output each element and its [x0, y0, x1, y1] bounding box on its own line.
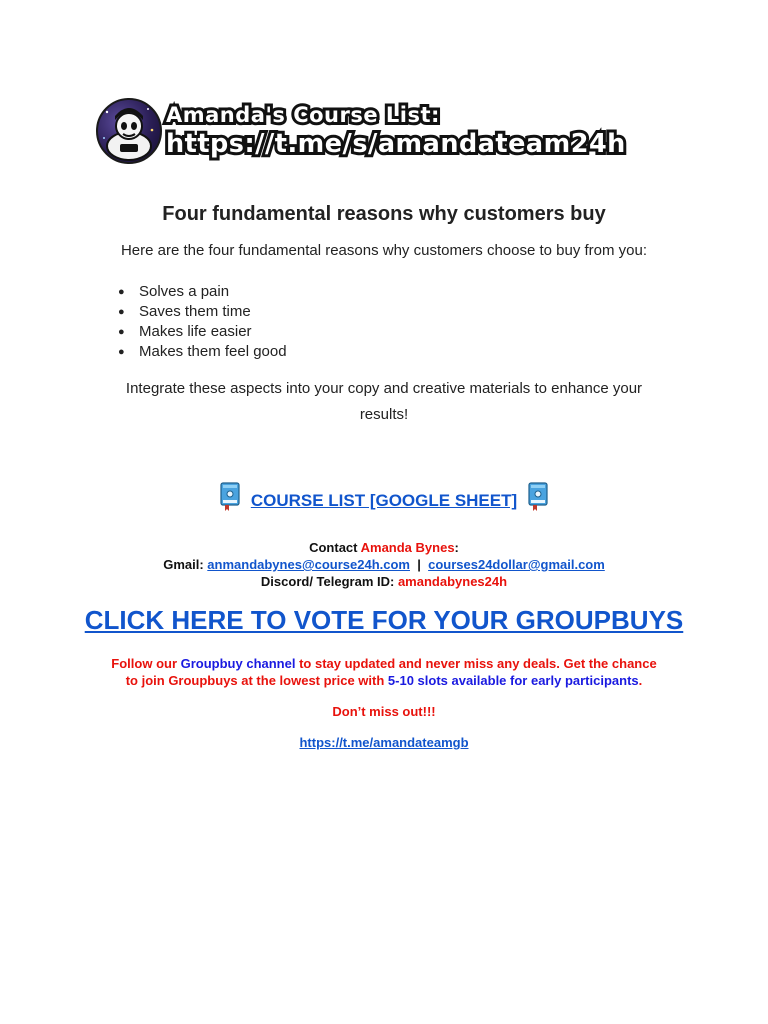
contact-line: [0, 539, 768, 556]
follow-line-2: [0, 672, 768, 689]
follow-text: to stay updated and never miss any deals. Get the chance: [295, 656, 657, 671]
page-title: Four fundamental reasons why customers buy: [162, 203, 606, 225]
dont-miss-text: Don’t miss out!!!: [332, 704, 436, 719]
telegram-link-section: [0, 735, 768, 750]
banner-url: https://t.me/s/amandateam24h: [166, 129, 626, 159]
gmail-line: [0, 556, 768, 573]
list-item: [118, 323, 287, 343]
reasons-list: [118, 283, 287, 363]
telegram-id-label: Discord/ Telegram ID:: [260, 574, 395, 589]
follow-text: .: [638, 673, 643, 688]
contact-name: Amanda Bynes: [360, 540, 455, 555]
list-item-label: Solves a pain: [139, 283, 230, 300]
list-item-label: Makes them feel good: [139, 343, 287, 360]
list-item-label: Saves them time: [139, 303, 251, 320]
bullet-icon: ●: [118, 326, 125, 338]
groupbuy-channel-text: Groupbuy channel: [180, 656, 296, 671]
list-item: [118, 303, 287, 323]
telegram-group-link[interactable]: https://t.me/amandateamgb: [299, 735, 469, 750]
intro-text: Here are the four fundamental reasons why customers choose to buy from you:: [120, 242, 648, 259]
contact-prefix: Contact: [309, 540, 358, 555]
follow-text: to join Groupbuys at the lowest price with: [125, 673, 388, 688]
bullet-icon: ●: [118, 346, 125, 358]
contact-colon: :: [454, 540, 459, 555]
email-separator: |: [417, 557, 421, 572]
follow-text: Follow our: [111, 656, 181, 671]
course-list-row: [0, 478, 768, 512]
follow-notice: [0, 655, 768, 689]
telegram-id-line: [0, 573, 768, 590]
course-list-link[interactable]: COURSE LIST [GOOGLE SHEET]: [250, 491, 518, 510]
email-link-secondary[interactable]: courses24dollar@gmail.com: [428, 557, 605, 572]
slots-available-text: 5-10 slots available for early participants: [387, 673, 639, 688]
vote-groupbuys-link[interactable]: CLICK HERE TO VOTE FOR YOUR GROUPBUYS: [84, 605, 684, 635]
bullet-icon: ●: [118, 306, 125, 318]
contact-block: [0, 539, 768, 590]
list-item: [118, 343, 287, 363]
bullet-icon: ●: [118, 286, 125, 298]
outro-text: Integrate these aspects into your copy and creative materials to enhance your results!: [125, 380, 643, 423]
list-item: [118, 283, 287, 303]
list-item-label: Makes life easier: [139, 323, 252, 340]
banner-title: Amanda's Course List:: [166, 103, 440, 127]
email-link-primary[interactable]: anmandabynes@course24h.com: [207, 557, 410, 572]
cartoon-avatar-icon: [96, 98, 162, 164]
follow-line-1: [0, 655, 768, 672]
book-icon: [219, 482, 241, 512]
telegram-id-value: amandabynes24h: [397, 574, 508, 589]
vote-groupbuys-section: [0, 605, 768, 636]
gmail-label: Gmail:: [163, 557, 204, 572]
header-banner: [96, 96, 666, 166]
book-icon: [527, 482, 549, 512]
